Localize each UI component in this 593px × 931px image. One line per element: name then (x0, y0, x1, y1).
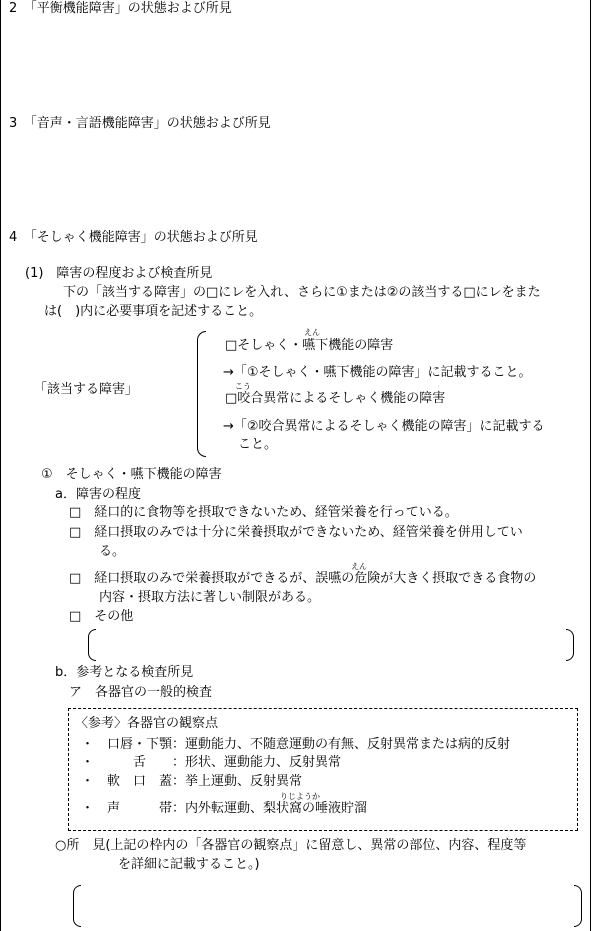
degree-option-restricted[interactable]: □ 経口摂取のみで栄養摂取ができるが、誤嚥の危険が大きく摂取できる食物の (69, 571, 537, 586)
other-input-right-paren[interactable] (566, 629, 574, 661)
other-input-left-paren[interactable] (88, 629, 96, 661)
general-exam-heading: ア 各器官の一般的検査 (69, 685, 213, 700)
section-2-heading: 2 「平衡機能障害」の状態および所見 (9, 1, 232, 16)
reference-row-soft-palate: ・ 軟 口 蓋：挙上運動、反射異常 (81, 774, 303, 789)
ruby-en: えん (304, 328, 320, 337)
instruction-line-1: 下の「該当する障害」の□にレを入れ、さらに①または②の該当する□にレをまた (63, 285, 541, 300)
ruby-en-2: えん (351, 562, 367, 571)
findings-instruction-l2: を詳細に記載すること。) (118, 857, 260, 872)
findings-input-left-paren[interactable] (73, 885, 81, 927)
option-malocclusion-note-l1: →「②咬合異常によるそしゃく機能の障害」に記載する (223, 419, 545, 434)
reference-row-tongue: ・ 舌 ：形状、運動能力、反射異常 (81, 755, 342, 770)
findings-instruction-l1: ○所 見(上記の枠内の「各器官の観察点」に留意し、異常の部位、内容、程度等 (55, 838, 527, 853)
option-malocclusion-disorder[interactable]: □咬合異常によるそしゃく機能の障害 (225, 391, 446, 406)
reference-row-vocal-cords: ・ 声 帯：内外転運動、梨状窩の唾液貯溜 (81, 801, 368, 816)
item-1-title: ① そしゃく・嚥下機能の障害 (41, 467, 222, 482)
degree-option-other[interactable]: □ その他 (69, 609, 134, 624)
degree-option-restricted-cont: 内容・摂取方法に著しい制限がある。 (99, 590, 321, 605)
findings-input-right-paren[interactable] (574, 885, 582, 927)
section-4-heading: 4 「そしゃく機能障害」の状態および所見 (9, 230, 258, 245)
left-brace (197, 331, 206, 457)
degree-heading: a．障害の程度 (55, 487, 141, 502)
reference-findings-heading: b．参考となる検査所見 (55, 665, 194, 680)
applicable-disorder-label: 「該当する障害」 (34, 382, 139, 397)
instruction-line-2: は( )内に必要事項を記述すること。 (44, 304, 263, 319)
part-1-heading: (1) 障害の程度および検査所見 (25, 266, 213, 281)
reference-title: 〈参考〉各器官の観察点 (75, 716, 219, 731)
option-swallowing-note: →「①そしゃく・嚥下機能の障害」に記載すること。 (223, 365, 532, 380)
degree-option-combined[interactable]: □ 経口摂取のみでは十分に栄養摂取ができないため、経管栄養を併用してい (69, 525, 523, 540)
section-3-heading: 3 「音声・言語機能障害」の状態および所見 (9, 116, 271, 131)
option-swallowing-disorder[interactable]: □そしゃく・嚥下機能の障害 (225, 338, 394, 353)
option-malocclusion-note-l2: こと。 (238, 437, 278, 452)
reference-row-lips: ・ 口唇・下顎：運動能力、不随意運動の有無、反射異常または病的反射 (81, 737, 511, 752)
degree-option-combined-cont: る。 (99, 544, 126, 559)
ruby-kou: こう (235, 382, 251, 391)
ruby-rijouka: りじようか (280, 792, 320, 801)
degree-option-tube-feeding[interactable]: □ 経口的に食物等を摂取できないため、経管栄養を行っている。 (69, 505, 458, 520)
